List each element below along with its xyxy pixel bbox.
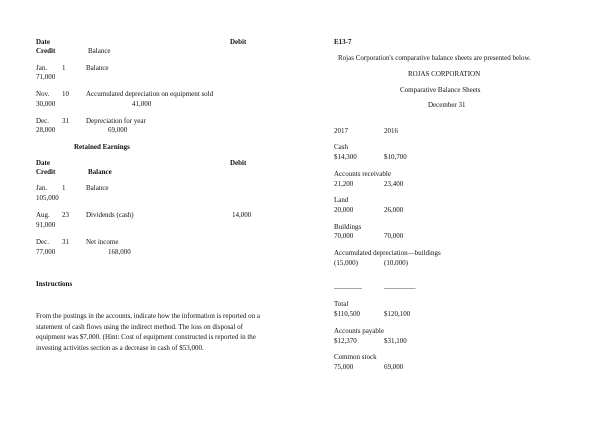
item-value-2017: $14,300	[334, 153, 357, 161]
re-row-month: Aug.	[36, 211, 50, 219]
equipment-row-balance: 69,000	[108, 126, 128, 134]
equipment-row-month: Nov.	[36, 90, 50, 98]
exercise-number: E13-7	[334, 38, 352, 46]
equipment-balance-header: Balance	[88, 47, 111, 55]
re-balance-header: Balance	[88, 168, 112, 176]
year-2016-header: 2016	[384, 127, 398, 135]
equipment-row-desc: Accumulated depreciation on equipment sold	[86, 90, 214, 98]
statement-date: December 31	[428, 101, 466, 109]
company-name: ROJAS CORPORATION	[408, 70, 481, 78]
re-row-debit: 14,000	[232, 211, 252, 219]
equipment-row-amount: 30,000	[36, 100, 56, 108]
equipment-row-month: Jan.	[36, 64, 48, 72]
re-credit-header: Credit	[36, 168, 56, 176]
equipment-row-day: 1	[62, 64, 66, 72]
equipment-credit-header: Credit	[36, 47, 56, 55]
item-label: Land	[334, 196, 349, 204]
item-value-2017: (15,000)	[334, 259, 358, 267]
item-label: Buildings	[334, 223, 362, 231]
re-row-amount: 91,000	[36, 221, 56, 229]
total-value-2016: $120,100	[384, 310, 411, 318]
equipment-row-day: 10	[62, 90, 69, 98]
re-row-month: Jan.	[36, 184, 48, 192]
equipment-debit-header: Debit	[230, 38, 247, 46]
re-row-desc: Balance	[86, 184, 109, 192]
year-2017-header: 2017	[334, 127, 348, 135]
equipment-row-day: 31	[62, 117, 69, 125]
re-row-desc: Dividends (cash)	[86, 211, 134, 219]
re-row-month: Dec.	[36, 238, 50, 246]
re-date-header: Date	[36, 159, 50, 167]
instructions-title: Instructions	[36, 280, 73, 288]
item-value-2017: 21,200	[334, 180, 354, 188]
equipment-row-balance: 41,000	[132, 100, 152, 108]
item-label: Accounts receivable	[334, 170, 391, 178]
item-label: Common stock	[334, 353, 377, 361]
retained-earnings-title: Retained Earnings	[74, 143, 130, 151]
re-debit-header: Debit	[230, 159, 247, 167]
exercise-intro: Rojas Corporation's comparative balance sheets are presented below.	[338, 54, 531, 62]
total-rule-right: _________	[384, 282, 416, 290]
item-value-2017: 20,000	[334, 206, 354, 214]
item-value-2016: 69,000	[384, 363, 404, 371]
item-value-2016: 26,000	[384, 206, 404, 214]
item-value-2016: $31,100	[384, 337, 407, 345]
item-value-2017: 70,000	[334, 232, 354, 240]
item-value-2017: $12,370	[334, 337, 357, 345]
equipment-row-month: Dec.	[36, 117, 50, 125]
total-rule-left: ________	[334, 282, 362, 290]
item-value-2016: 70,000	[384, 232, 404, 240]
equipment-row-amount: 28,000	[36, 126, 56, 134]
instructions-text: From the postings in the accounts, indicate how the information is reported on a statement of cash flows using the indirect method. The loss on disposal of equipment was $7,000. (Hint: Cost of equipment constructed is reported in the investing activities section as a decrease in cash of $53,000.	[36, 312, 260, 352]
total-label: Total	[334, 300, 349, 308]
re-row-amount: 105,000	[36, 194, 59, 202]
item-value-2017: 75,000	[334, 363, 354, 371]
item-value-2016: $10,700	[384, 153, 407, 161]
re-row-balance: 168,000	[108, 248, 131, 256]
equipment-row-amount: 71,000	[36, 73, 56, 81]
re-row-amount: 77,000	[36, 248, 56, 256]
re-row-day: 31	[62, 238, 69, 246]
item-label: Accounts payable	[334, 327, 384, 335]
re-row-desc: Net income	[86, 238, 119, 246]
equipment-date-header: Date	[36, 38, 50, 46]
equipment-row-desc: Depreciation for year	[86, 117, 146, 125]
statement-title: Comparative Balance Sheets	[400, 86, 481, 94]
equipment-row-desc: Balance	[86, 64, 109, 72]
re-row-day: 1	[62, 184, 66, 192]
item-value-2016: (10,000)	[384, 259, 408, 267]
item-label: Accumulated depreciation—buildings	[334, 249, 441, 257]
total-value-2017: $110,500	[334, 310, 360, 318]
item-label: Cash	[334, 143, 348, 151]
re-row-day: 23	[62, 211, 69, 219]
item-value-2016: 23,400	[384, 180, 404, 188]
right-page	[300, 0, 600, 424]
